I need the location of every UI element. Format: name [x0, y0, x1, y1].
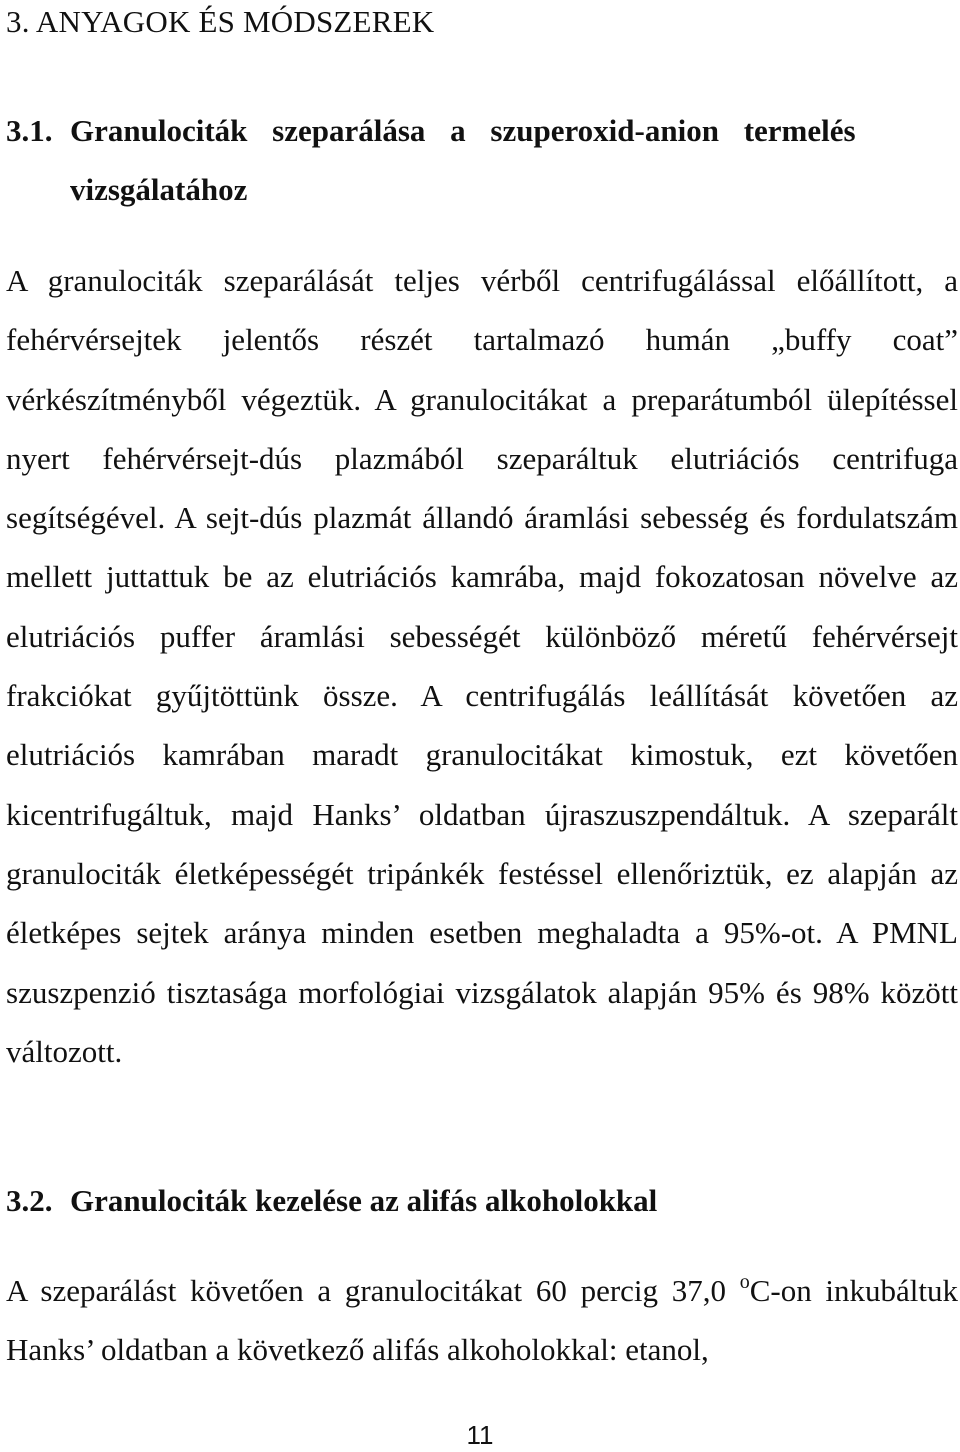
section-title-line-1: Granulociták szeparálása a szuperoxid-anion termelés [70, 113, 856, 148]
degree-superscript: o [739, 1270, 750, 1293]
section-3-2-paragraph [6, 1261, 958, 1380]
paragraph-text-end: C-on inkubáltuk Hanks’ oldatban a következő alifás alkoholokkal: etanol, [6, 1273, 958, 1368]
section-number: 3.1. [6, 113, 53, 148]
section-heading-3-1 [6, 101, 958, 219]
section-heading-3-2 [6, 1171, 958, 1230]
paragraph-text-start: A szeparálást követően a granulocitákat 60 percig 37,0 [6, 1273, 740, 1308]
section-title-line-2: vizsgálatához [70, 172, 248, 207]
section-3-1-paragraph: A granulociták szeparálását teljes vérből centrifugálással előállított, a fehérvérsejtek jelentős részét tartalmazó humán „buffy coat” vérkészítményből végeztük. A granulocitákat a preparátumból ülepítéssel nyert fehérvérsejt-dús plazmából szeparáltuk elutriációs centrifuga segítségével. A sejt-dús plazmát állandó áramlási sebesség és fordulatszám mellett juttattuk be az elutriációs kamrába, majd fokozatosan növelve az elutriációs puffer áramlási sebességét különböző méretű fehérvérsejt frakciókat gyűjtöttünk össze. A centrifugálás leállítását követően az elutriációs kamrában maradt granulocitákat kimostuk, ezt követően kicentrifugáltuk, majd Hanks’ oldatban újraszuszpendáltuk. A szeparált granulociták életképességét tripánkék festéssel ellenőriztük, ez alapján az életképes sejtek aránya minden esetben meghaladta a 95%-ot. A PMNL szuszpenzió tisztasága morfológiai vizsgálatok alapján 95% és 98% között változott. [6, 263, 958, 1069]
section-number: 3.2. [6, 1183, 53, 1218]
page-number: 11 [466, 1420, 494, 1450]
chapter-title: 3. ANYAGOK ÉS MÓDSZEREK [6, 4, 435, 39]
section-title: Granulociták kezelése az alifás alkoholokkal [70, 1183, 658, 1218]
